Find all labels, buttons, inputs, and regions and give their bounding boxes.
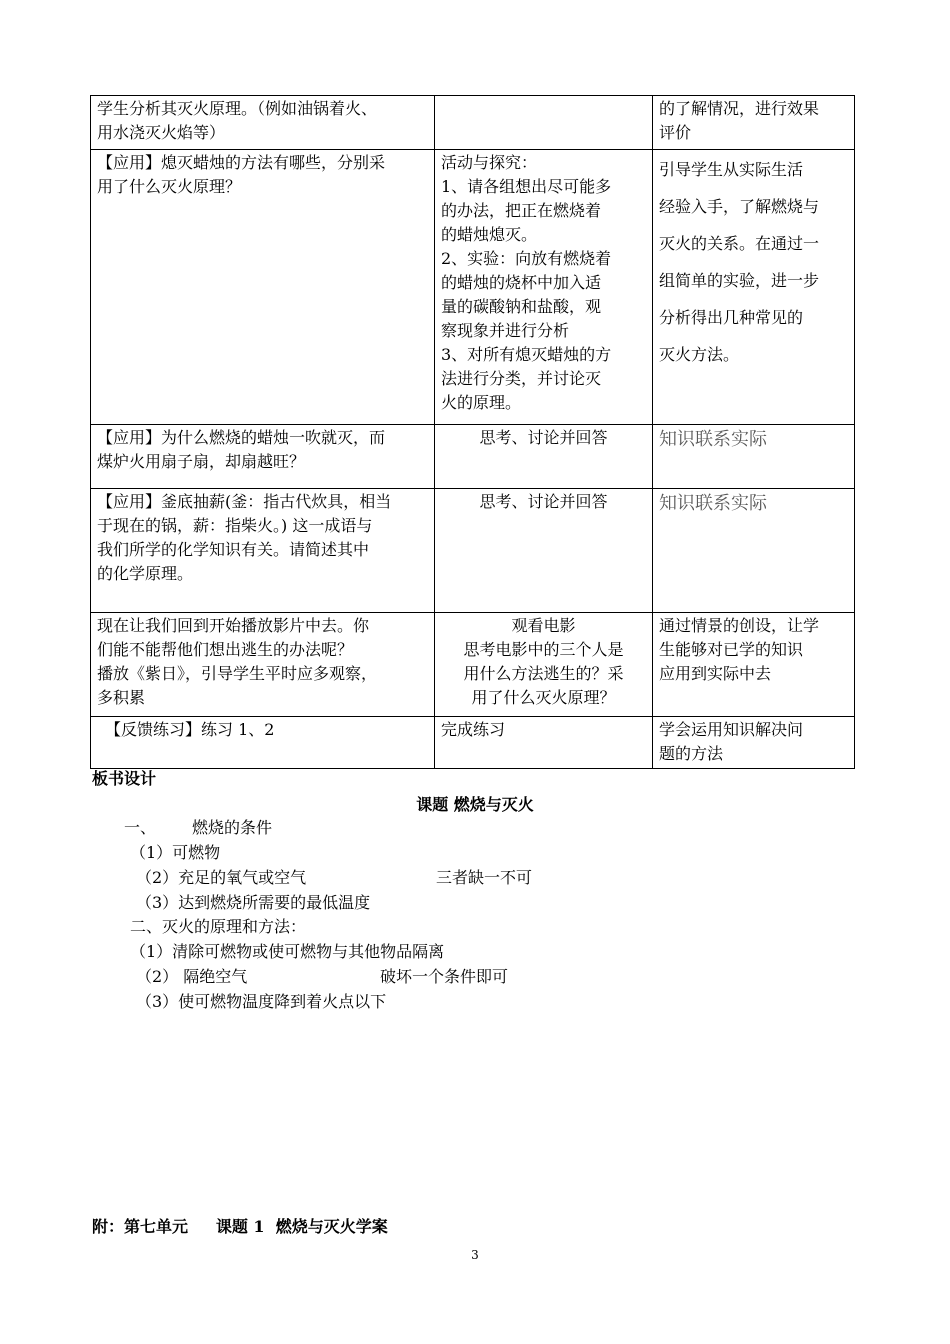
design-intent-cell: 学会运用知识解决问 题的方法	[653, 717, 855, 769]
board-note: 破坏一个条件即可	[380, 967, 509, 986]
table-row	[91, 96, 855, 150]
page-number: 3	[471, 1248, 479, 1262]
student-activity-cell: 观看电影 思考电影中的三个人是 用什么方法逃生的？采 用了什么灭火原理？	[435, 613, 653, 717]
table-row	[91, 717, 855, 769]
table-row	[91, 425, 855, 489]
table-row	[91, 150, 855, 425]
board-section-title: 二、灭火的原理和方法：	[130, 917, 307, 936]
lesson-plan-table	[90, 95, 855, 769]
board-item: （2）充足的氧气或空气	[136, 868, 307, 887]
board-item: （2） 隔绝空气	[136, 967, 248, 986]
board-section-title: 燃烧的条件	[192, 818, 273, 837]
table-row	[91, 489, 855, 613]
board-item: （1）可燃物	[130, 843, 221, 862]
board-heading: 课题 燃烧与灭火	[416, 795, 534, 814]
board-section-number: 一、	[124, 818, 157, 837]
design-intent-cell: 知识联系实际	[653, 489, 855, 613]
appendix-title: 附：第七单元 课题 1 燃烧与灭火学案	[92, 1217, 388, 1236]
design-intent-cell: 知识联系实际	[653, 425, 855, 489]
student-activity-cell: 活动与探究： 1、请各组想出尽可能多 的办法，把正在燃烧着 的蜡烛熄灭。 2、实验：向放有燃烧着 的蜡烛的烧杯中加入适 量的碳酸钠和盐酸，观 察现象并进行分析 3、对所有熄灭蜡烛的方 法进行分类，并讨论灭 火的原理。	[435, 150, 653, 425]
teacher-activity-cell: 现在让我们回到开始播放影片中去。你 们能不能帮他们想出逃生的办法呢？ 播放《紫日》，引导学生平时应多观察， 多积累	[91, 613, 435, 717]
teacher-activity-cell: 【反馈练习】练习 1、2	[91, 717, 435, 769]
student-activity-cell: 思考、讨论并回答	[435, 425, 653, 489]
teacher-activity-cell: 【应用】釜底抽薪(釜：指古代炊具，相当 于现在的锅，薪：指柴火。) 这一成语与 我们所学的化学知识有关。请简述其中 的化学原理。	[91, 489, 435, 613]
student-activity-cell	[435, 96, 653, 150]
teacher-activity-cell: 学生分析其灭火原理。（例如油锅着火、 用水浇灭火焰等）	[91, 96, 435, 150]
board-note: 三者缺一不可	[436, 868, 533, 887]
design-intent-cell: 通过情景的创设，让学 生能够对已学的知识 应用到实际中去	[653, 613, 855, 717]
student-activity-cell: 思考、讨论并回答	[435, 489, 653, 613]
teacher-activity-cell: 【应用】为什么燃烧的蜡烛一吹就灭，而 煤炉火用扇子扇，却扇越旺？	[91, 425, 435, 489]
board-design-title: 板书设计	[92, 769, 157, 788]
table-row	[91, 613, 855, 717]
teacher-activity-cell: 【应用】熄灭蜡烛的方法有哪些，分别采 用了什么灭火原理？	[91, 150, 435, 425]
board-item: （3）使可燃物温度降到着火点以下	[136, 992, 387, 1011]
design-intent-cell: 引导学生从实际生活 经验入手，了解燃烧与 灭火的关系。在通过一 组简单的实验，进一步 分析得出几种常见的 灭火方法。	[653, 150, 855, 425]
board-item: （3）达到燃烧所需要的最低温度	[136, 893, 371, 912]
board-item: （1）清除可燃物或使可燃物与其他物品隔离	[130, 942, 445, 961]
design-intent-cell: 的了解情况，进行效果 评价	[653, 96, 855, 150]
student-activity-cell: 完成练习	[435, 717, 653, 769]
